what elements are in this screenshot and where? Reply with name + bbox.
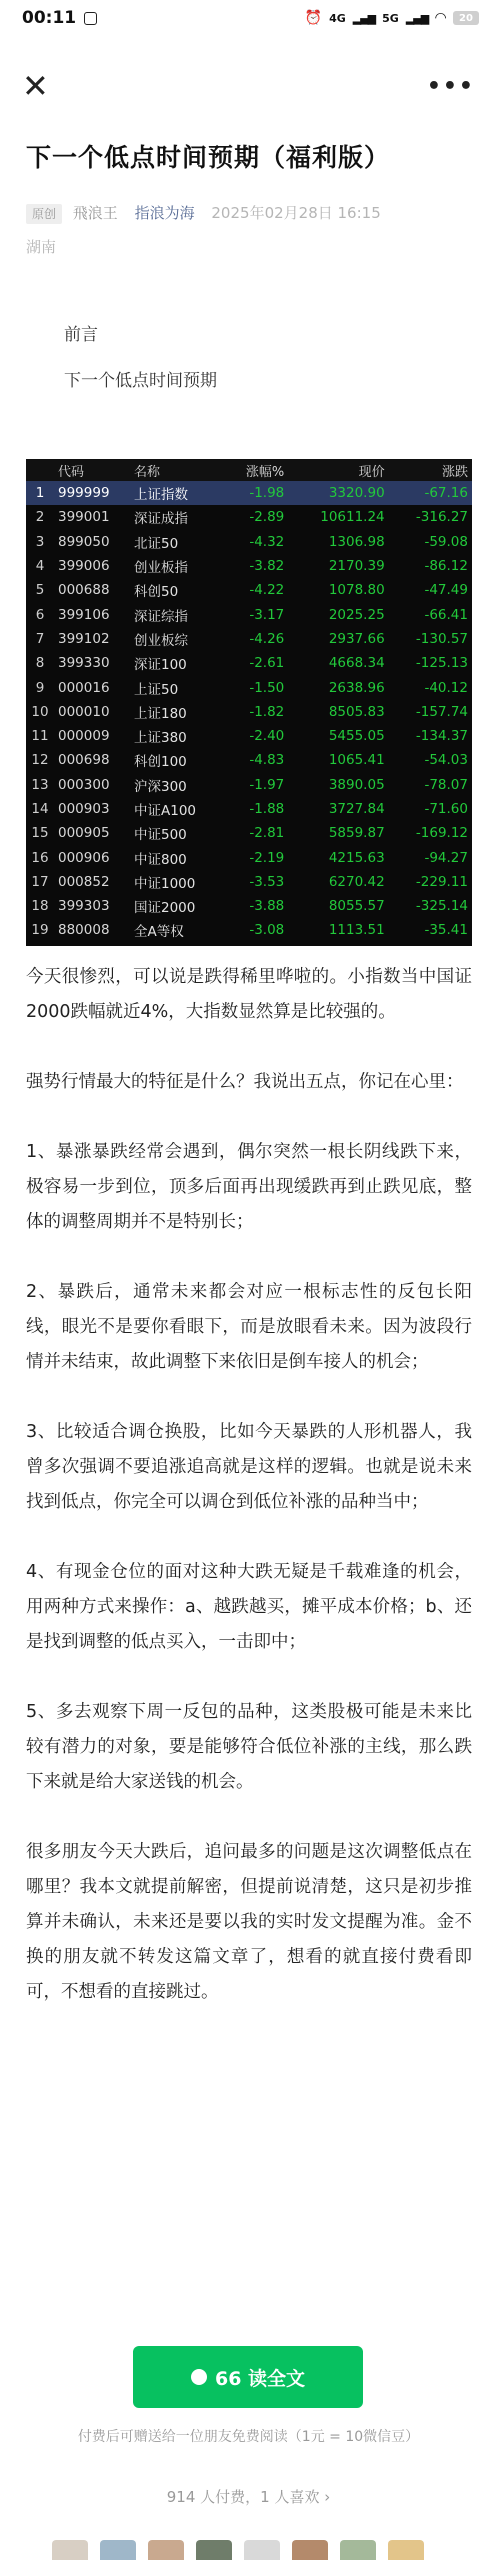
cell-name: 深证综指	[134, 608, 188, 625]
cell-name: 科创100	[134, 754, 187, 771]
original-tag: 原创	[26, 204, 62, 224]
cell-name: 北证50	[134, 535, 179, 552]
table-row	[26, 724, 472, 748]
cell-index: 10	[31, 703, 49, 720]
cell-change: -78.07	[424, 776, 468, 793]
cell-pct: -2.19	[249, 849, 285, 866]
col-header-code: 代码	[54, 459, 130, 481]
cell-pct: -1.50	[249, 679, 285, 696]
cell-name: 中证800	[134, 851, 187, 868]
cell-index: 1	[26, 481, 54, 505]
cell-price: 3727.84	[328, 801, 385, 817]
wifi-icon: ◠	[435, 10, 446, 26]
nav-bar	[0, 56, 497, 116]
table-row	[26, 651, 472, 675]
cell-change: -169.12	[415, 825, 468, 842]
cell-code: 000300	[58, 776, 110, 793]
cell-index: 19	[31, 922, 49, 939]
cell-code: 399330	[58, 655, 110, 672]
cell-change: -67.16	[389, 481, 472, 505]
table-row	[26, 870, 472, 894]
cell-name: 深证成指	[134, 511, 188, 528]
cell-price: 10611.24	[320, 509, 385, 526]
cell-change: -94.27	[424, 849, 468, 866]
cell-index: 4	[35, 558, 45, 575]
cell-name: 沪深300	[134, 778, 187, 795]
table-row	[26, 700, 472, 724]
cell-index: 2	[35, 509, 45, 526]
cell-change: -40.12	[424, 679, 468, 696]
cell-change: -134.37	[415, 728, 468, 745]
cell-index: 7	[35, 630, 45, 647]
cell-price: 1113.51	[328, 922, 385, 939]
paragraph: 今天很惨烈，可以说是跌得稀里哗啦的。小指数当中国证2000跌幅就近4%，大指数显然算是比较强的。	[26, 967, 472, 1022]
cell-change: -59.08	[424, 533, 468, 550]
table-row	[26, 481, 472, 505]
cell-name: 创业板综	[134, 632, 188, 649]
table-row	[26, 505, 472, 529]
cell-price: 1065.41	[328, 752, 385, 769]
cell-index: 14	[31, 801, 49, 817]
cell-index: 12	[31, 752, 49, 769]
table-row	[26, 554, 472, 578]
avatar[interactable]	[340, 2540, 376, 2560]
table-row	[26, 894, 472, 918]
payer-stats[interactable]: 914 人付费，1 人喜欢 ›	[166, 2488, 331, 2506]
table-row	[26, 602, 472, 626]
cell-code: 399303	[58, 898, 110, 915]
cell-pct: -2.81	[249, 825, 285, 842]
cell-index: 3	[35, 533, 45, 550]
publish-location: 湖南	[26, 238, 57, 256]
cell-change: -66.41	[424, 606, 468, 623]
table-row	[26, 773, 472, 797]
cell-pct: -4.22	[249, 582, 285, 599]
cell-pct: -3.82	[249, 558, 285, 575]
signal-icon: ▂▄▆	[352, 11, 376, 25]
cell-code: 000852	[58, 873, 110, 890]
status-time: 00:11	[22, 8, 77, 28]
battery-icon: 20	[453, 11, 479, 25]
paragraph: 5、多去观察下周一反包的品种，这类股极可能是未来比较有潜力的对象，要是能够符合低位补涨的主线，那么跌下来就是给大家送钱的机会。	[26, 1702, 472, 1792]
cell-name: 中证500	[134, 827, 187, 844]
coin-icon	[191, 2369, 207, 2385]
avatar[interactable]	[244, 2540, 280, 2560]
col-header-chg: 涨跌	[389, 459, 472, 481]
cell-code: 399001	[58, 509, 110, 526]
table-row	[26, 821, 472, 845]
cell-price: 2025.25	[328, 606, 385, 623]
close-icon[interactable]: ✕	[22, 67, 49, 105]
more-icon[interactable]: •••	[426, 73, 475, 99]
cell-pct: -4.32	[249, 533, 285, 550]
cell-code: 999999	[54, 481, 130, 505]
cell-name: 中证1000	[134, 875, 196, 892]
cell-pct: -3.53	[249, 873, 285, 890]
cell-price: 2937.66	[328, 630, 385, 647]
table-header-row	[26, 459, 472, 481]
cell-pct: -1.98	[224, 481, 288, 505]
article-body	[26, 960, 472, 2045]
cell-pct: -3.88	[249, 898, 285, 915]
cell-change: -71.60	[424, 801, 468, 817]
cell-pct: -4.26	[249, 630, 285, 647]
cell-index: 16	[31, 849, 49, 866]
author-name: 飛浪王	[72, 204, 118, 222]
cell-pct: -1.82	[249, 703, 285, 720]
cell-pct: -2.61	[249, 655, 285, 672]
cell-code: 880008	[58, 922, 110, 939]
col-header-name: 名称	[130, 459, 224, 481]
cell-name: 国证2000	[134, 900, 196, 917]
table-row	[26, 748, 472, 772]
cell-change: -54.03	[424, 752, 468, 769]
cell-price: 1306.98	[328, 533, 385, 550]
cell-name: 上证180	[134, 705, 187, 722]
cell-index: 13	[31, 776, 49, 793]
cell-pct: -3.17	[249, 606, 285, 623]
cell-price: 4215.63	[328, 849, 385, 866]
cell-pct: -3.08	[249, 922, 285, 939]
cell-code: 000688	[58, 582, 110, 599]
cell-change: -35.41	[424, 922, 468, 939]
cell-index: 8	[35, 655, 45, 672]
cell-index: 18	[31, 898, 49, 915]
cell-pct: -2.89	[249, 509, 285, 526]
payer-avatars	[52, 2540, 424, 2560]
cell-code: 000016	[58, 679, 110, 696]
avatar[interactable]	[388, 2540, 424, 2560]
cell-index: 11	[31, 728, 49, 745]
col-header-pct: 涨幅%	[224, 459, 288, 481]
cell-change: -130.57	[415, 630, 468, 647]
cell-code: 000906	[58, 849, 110, 866]
cell-change: -316.27	[415, 509, 468, 526]
cell-price: 8505.83	[328, 703, 385, 720]
cell-name: 全A等权	[134, 924, 184, 941]
cell-change: -86.12	[424, 558, 468, 575]
avatar[interactable]	[100, 2540, 136, 2560]
table-row	[26, 627, 472, 651]
paragraph: 强势行情最大的特征是什么？我说出五点，你记在心里：	[26, 1072, 464, 1092]
cell-change: -229.11	[415, 873, 468, 890]
cell-name: 科创50	[134, 584, 179, 601]
status-right	[305, 10, 479, 26]
table-row	[26, 797, 472, 821]
gift-note: 付费后可赠送给一位朋友免费阅读（1元 = 10微信豆）	[77, 2429, 420, 2445]
cell-price: 2638.96	[328, 679, 385, 696]
cell-price: 3320.90	[288, 481, 388, 505]
cell-name: 上证50	[134, 681, 179, 698]
cell-code: 000905	[58, 825, 110, 842]
cell-pct: -1.97	[249, 776, 285, 793]
cell-code: 399102	[58, 630, 110, 647]
cell-change: -157.74	[415, 703, 468, 720]
table-row	[26, 578, 472, 602]
cell-name: 创业板指	[134, 560, 188, 577]
article-meta	[26, 196, 476, 264]
avatar[interactable]	[196, 2540, 232, 2560]
table-row	[26, 675, 472, 699]
status-bar	[0, 0, 497, 36]
col-header-index	[26, 459, 54, 481]
cell-code: 399106	[58, 606, 110, 623]
cell-code: 899050	[58, 533, 110, 550]
table-row	[26, 845, 472, 869]
signal-icon-2: ▂▄▆	[405, 11, 429, 25]
cell-index: 15	[31, 825, 49, 842]
stock-index-table	[26, 459, 472, 946]
avatar[interactable]	[52, 2540, 88, 2560]
table-row	[26, 918, 472, 942]
paragraph: 3、比较适合调仓换股，比如今天暴跌的人形机器人，我曾多次强调不要追涨追高就是这样的逻辑。也就是说未来找到低点，你完全可以调仓到低位补涨的品种当中；	[26, 1422, 472, 1512]
read-full-button[interactable]	[133, 2346, 363, 2408]
cell-price: 3890.05	[328, 776, 385, 793]
cell-code: 399006	[58, 558, 110, 575]
cell-price: 5859.87	[328, 825, 385, 842]
paragraph: 很多朋友今天大跌后，追问最多的问题是这次调整低点在哪里？我本文就提前解密，但提前说清楚，这只是初步推算并未确认，未来还是要以我的实时发文提醒为准。金不换的朋友就不转发这篇文章了，想看的就直接付费看即可，不想看的直接跳过。	[26, 1842, 472, 2002]
table-row	[26, 530, 472, 554]
paragraph: 1、暴涨暴跌经常会遇到，偶尔突然一根长阴线跌下来，极容易一步到位，顶多后面再出现缓跌再到止跌见底，整体的调整周期并不是特别长；	[26, 1142, 472, 1232]
avatar[interactable]	[292, 2540, 328, 2560]
cell-price: 5455.05	[328, 728, 385, 745]
cell-pct: -4.83	[249, 752, 285, 769]
cell-index: 6	[35, 606, 45, 623]
cell-code: 000009	[58, 728, 110, 745]
cell-name: 上证380	[134, 730, 187, 747]
cell-name: 上证指数	[130, 481, 224, 505]
cell-index: 5	[35, 582, 45, 599]
preface-subtitle: 下一个低点时间预期	[64, 371, 217, 391]
cell-price: 1078.80	[328, 582, 385, 599]
cell-price: 8055.57	[328, 898, 385, 915]
paragraph: 4、有现金仓位的面对这种大跌无疑是千载难逢的机会，用两种方式来操作：a、越跌越买，摊平成本价格；b、还是找到调整的低点买入，一击即中；	[26, 1562, 472, 1652]
cell-pct: -2.40	[249, 728, 285, 745]
cell-name: 深证100	[134, 657, 187, 674]
publish-date: 2025年02月28日 16:15	[211, 204, 381, 222]
cell-name: 中证A100	[134, 803, 197, 819]
network-label-1: 4G	[329, 11, 346, 25]
cell-price: 4668.34	[328, 655, 385, 672]
preface-title: 前言	[64, 325, 98, 345]
network-label-2: 5G	[382, 11, 399, 25]
cell-change: -325.14	[415, 898, 468, 915]
cell-change: -125.13	[415, 655, 468, 672]
read-full-label: 66 读全文	[214, 2367, 306, 2390]
cell-pct: -1.88	[249, 801, 285, 817]
cell-price: 6270.42	[328, 873, 385, 890]
paragraph: 2、暴跌后，通常未来都会对应一根标志性的反包长阳线，眼光不是要你看眼下，而是放眼看未来。因为波段行情并未结束，故此调整下来依旧是倒车接人的机会；	[26, 1282, 472, 1372]
cell-code: 000010	[58, 703, 110, 720]
gallery-icon	[84, 12, 97, 25]
avatar[interactable]	[148, 2540, 184, 2560]
col-header-price: 现价	[288, 459, 388, 481]
status-left	[22, 8, 97, 28]
alarm-icon: ⏰	[304, 10, 323, 26]
cell-change: -47.49	[424, 582, 468, 599]
account-link[interactable]: 指浪为海	[134, 204, 195, 222]
cell-index: 9	[35, 679, 45, 696]
cell-index: 17	[31, 873, 49, 890]
article-title: 下一个低点时间预期（福利版）	[26, 143, 391, 172]
cell-code: 000903	[58, 801, 110, 817]
cell-price: 2170.39	[328, 558, 385, 575]
cell-code: 000698	[58, 752, 110, 769]
